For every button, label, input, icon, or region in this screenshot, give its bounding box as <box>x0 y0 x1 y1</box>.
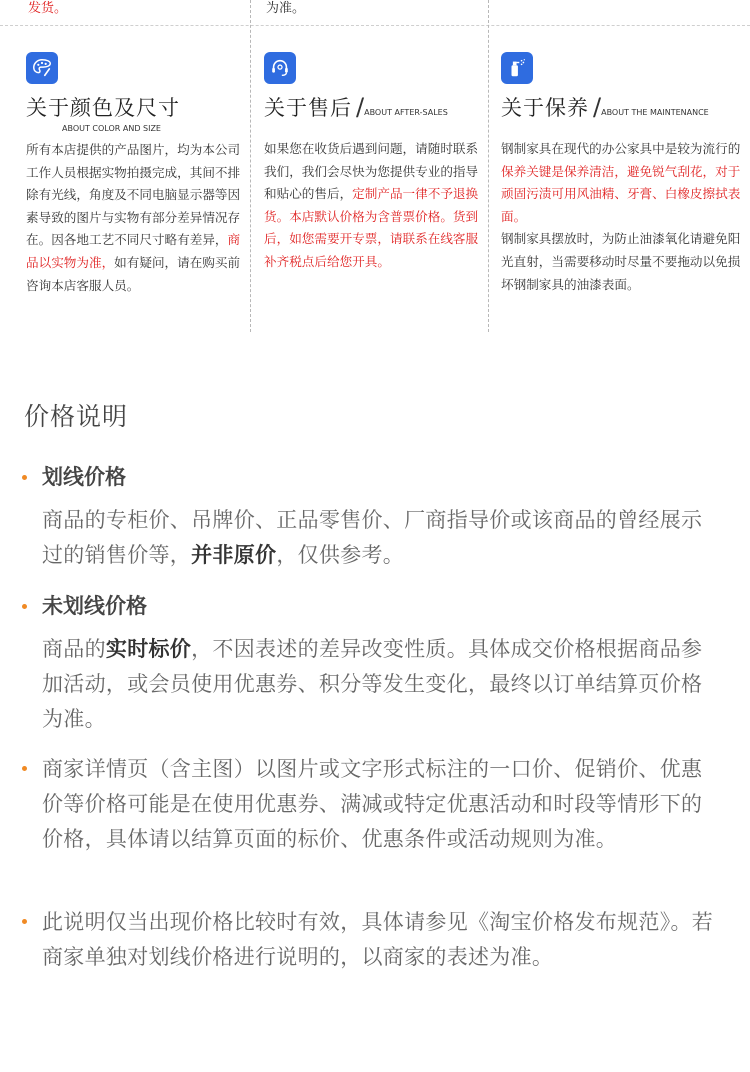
section-subtitle: ABOUT THE MAINTENANCE <box>601 108 709 117</box>
section-title <box>501 92 741 122</box>
body-highlight: 保养关键是保养清洁，避免锐气刮花，对于顽固污渍可用风油精、牙膏、白橡皮擦拭表面。 <box>501 163 741 224</box>
body-text: 所有本店提供的产品图片，均为本公司工作人员根据实物拍摄完成，其间不排除有光线，角度及不同电脑显示器等因素导致的图片与实物有部分差异情况存在。因各地工艺不同尺寸略有差异， <box>26 142 241 248</box>
price-item-text <box>42 503 722 573</box>
body-highlight: 商品以实物为准， <box>26 232 241 270</box>
section-body <box>501 138 741 296</box>
text-part: ，不因表述的差异改变性质。具体成交价格根据商品参加活动，或会员使用优惠券、积分等发生变化，最终以订单结算页价格为准。 <box>42 637 703 731</box>
price-item <box>22 590 722 737</box>
price-item <box>22 461 722 573</box>
bullet-dot <box>22 475 27 480</box>
body-text-after: 钢制家具摆放时，为防止油漆氧化请避免阳光直射，当需要移动时尽量不要拖动以免损坏钢制家具的油漆表面。 <box>501 231 741 292</box>
title-slash: / <box>593 93 602 121</box>
text-bold: 实时标价 <box>105 637 192 661</box>
price-item <box>22 905 722 975</box>
spray-icon <box>501 52 533 84</box>
text-part: 商品的专柜价、吊牌价、正品零售价、厂商指导价或该商品的曾经展示过的销售价等， <box>42 508 703 567</box>
section-title <box>26 92 242 122</box>
bullet-dot <box>22 919 27 924</box>
top-left-text: 发货。 <box>28 1 68 16</box>
horizontal-divider <box>0 25 750 26</box>
section-body <box>264 138 480 274</box>
section-subtitle: ABOUT AFTER-SALES <box>364 108 448 117</box>
price-item-heading: 未划线价格 <box>42 594 147 618</box>
bullet-dot <box>22 604 27 609</box>
palette-icon <box>26 52 58 84</box>
price-item-text: 商家详情页（含主图）以图片或文字形式标注的一口价、促销价、优惠价等价格可能是在使用优惠券、满减或特定优惠活动和时段等情形下的价格，具体请以结算页面的标价、优惠条件或活动规则为准。 <box>42 757 703 851</box>
column-divider-2 <box>488 0 489 332</box>
bullet-dot <box>22 766 27 771</box>
price-item-text: 此说明仅当出现价格比较时有效，具体请参见《淘宝价格发布规范》。若商家单独对划线价格进行说明的，以商家的表述为准。 <box>42 910 714 969</box>
body-highlight: 定制产品一律不予退换货。本店默认价格为含普票价格。货到后，如您需要开专票，请联系在线客服补齐税点后给您开具。 <box>264 186 479 269</box>
section-subtitle: ABOUT COLOR AND SIZE <box>62 124 161 133</box>
price-section-title: 价格说明 <box>24 402 129 431</box>
body-text: 如果您在收货后遇到问题，请随时联系我们，我们会尽快为您提供专业的指导和贴心的售后， <box>264 141 479 202</box>
top-mid-text: 为准。 <box>266 1 306 16</box>
title-slash: / <box>356 93 365 121</box>
body-text: 钢制家具在现代的办公家具中是较为流行的 <box>501 141 741 156</box>
body-text-after: 如有疑问，请在购买前咨询本店客服人员。 <box>26 254 241 293</box>
price-item <box>22 752 722 857</box>
text-part: ，仅供参考。 <box>276 543 405 567</box>
section-title-text: 关于颜色及尺寸 <box>26 96 180 120</box>
after-sales-section <box>264 52 480 274</box>
section-title-text: 关于售后 <box>264 96 352 120</box>
section-title <box>264 92 480 122</box>
section-title-text: 关于保养 <box>501 96 589 120</box>
text-part: 商品的 <box>42 637 106 661</box>
price-item-heading: 划线价格 <box>42 465 126 489</box>
text-bold: 并非原价 <box>191 543 277 567</box>
column-divider-1 <box>250 0 251 332</box>
price-item-text <box>42 632 722 737</box>
headset-icon <box>264 52 296 84</box>
maintenance-section <box>501 52 741 296</box>
section-body <box>26 139 242 297</box>
top-strip <box>0 0 750 22</box>
color-size-section <box>26 52 242 297</box>
